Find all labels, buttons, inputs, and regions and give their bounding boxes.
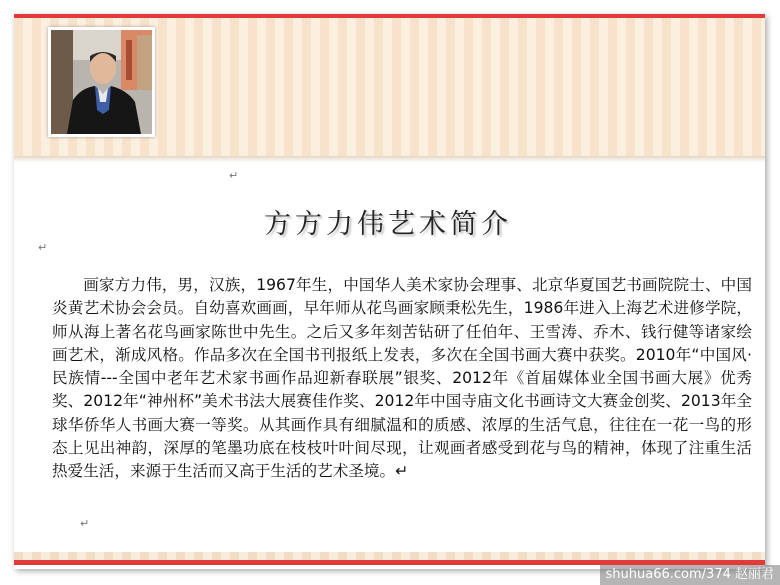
paragraph-mark: ↵ xyxy=(80,517,90,530)
paragraph-mark: ↵ xyxy=(229,169,239,182)
site-watermark: shuhua66.com/374 赵丽君 xyxy=(600,565,780,585)
header-band-shadow xyxy=(14,156,765,162)
artist-portrait xyxy=(48,27,155,137)
biography-paragraph: 画家方力伟，男，汉族，1967年生，中国华人美术家协会理事、北京华夏国艺书画院院士、中国炎黄艺术协会会员。自幼喜欢画画，早年师从花鸟画家顾秉松先生，1986年进入上海艺术进修学院，师从海上著名花鸟画家陈世中先生。之后又多年刻苦钻研了任伯年、王雪涛、乔木、钱行健等诸家绘画艺术，渐成风格。作品多次在全国书刊报纸上发表，多次在全国书画大赛中获奖。2010年“中国风·民族情---全国中老年艺术家书画作品迎新春联展”银奖、2012年《首届媒体业全国书画大展》优秀奖、2012年“神州杯”美术书法大展赛佳作奖、2012年中国寺庙文化书画诗文大赛金创奖、2013年全球华侨华人书画大赛一等奖。从其画作具有细腻温和的质感、浓厚的生活气息，往往在一花一鸟的形态上见出神韵，深厚的笔墨功底在枝枝叶叶间尽现，让观画者感受到花与鸟的精神，体现了注重生活热爱生活，来源于生活而又高于生活的艺术圣境。↵ xyxy=(52,276,752,481)
page-frame xyxy=(14,14,765,569)
page-title: 方方力伟艺术简介 xyxy=(264,209,512,240)
paragraph-mark: ↵ xyxy=(38,241,48,254)
footer-stripe-band xyxy=(14,552,765,560)
portrait-image xyxy=(51,30,152,134)
